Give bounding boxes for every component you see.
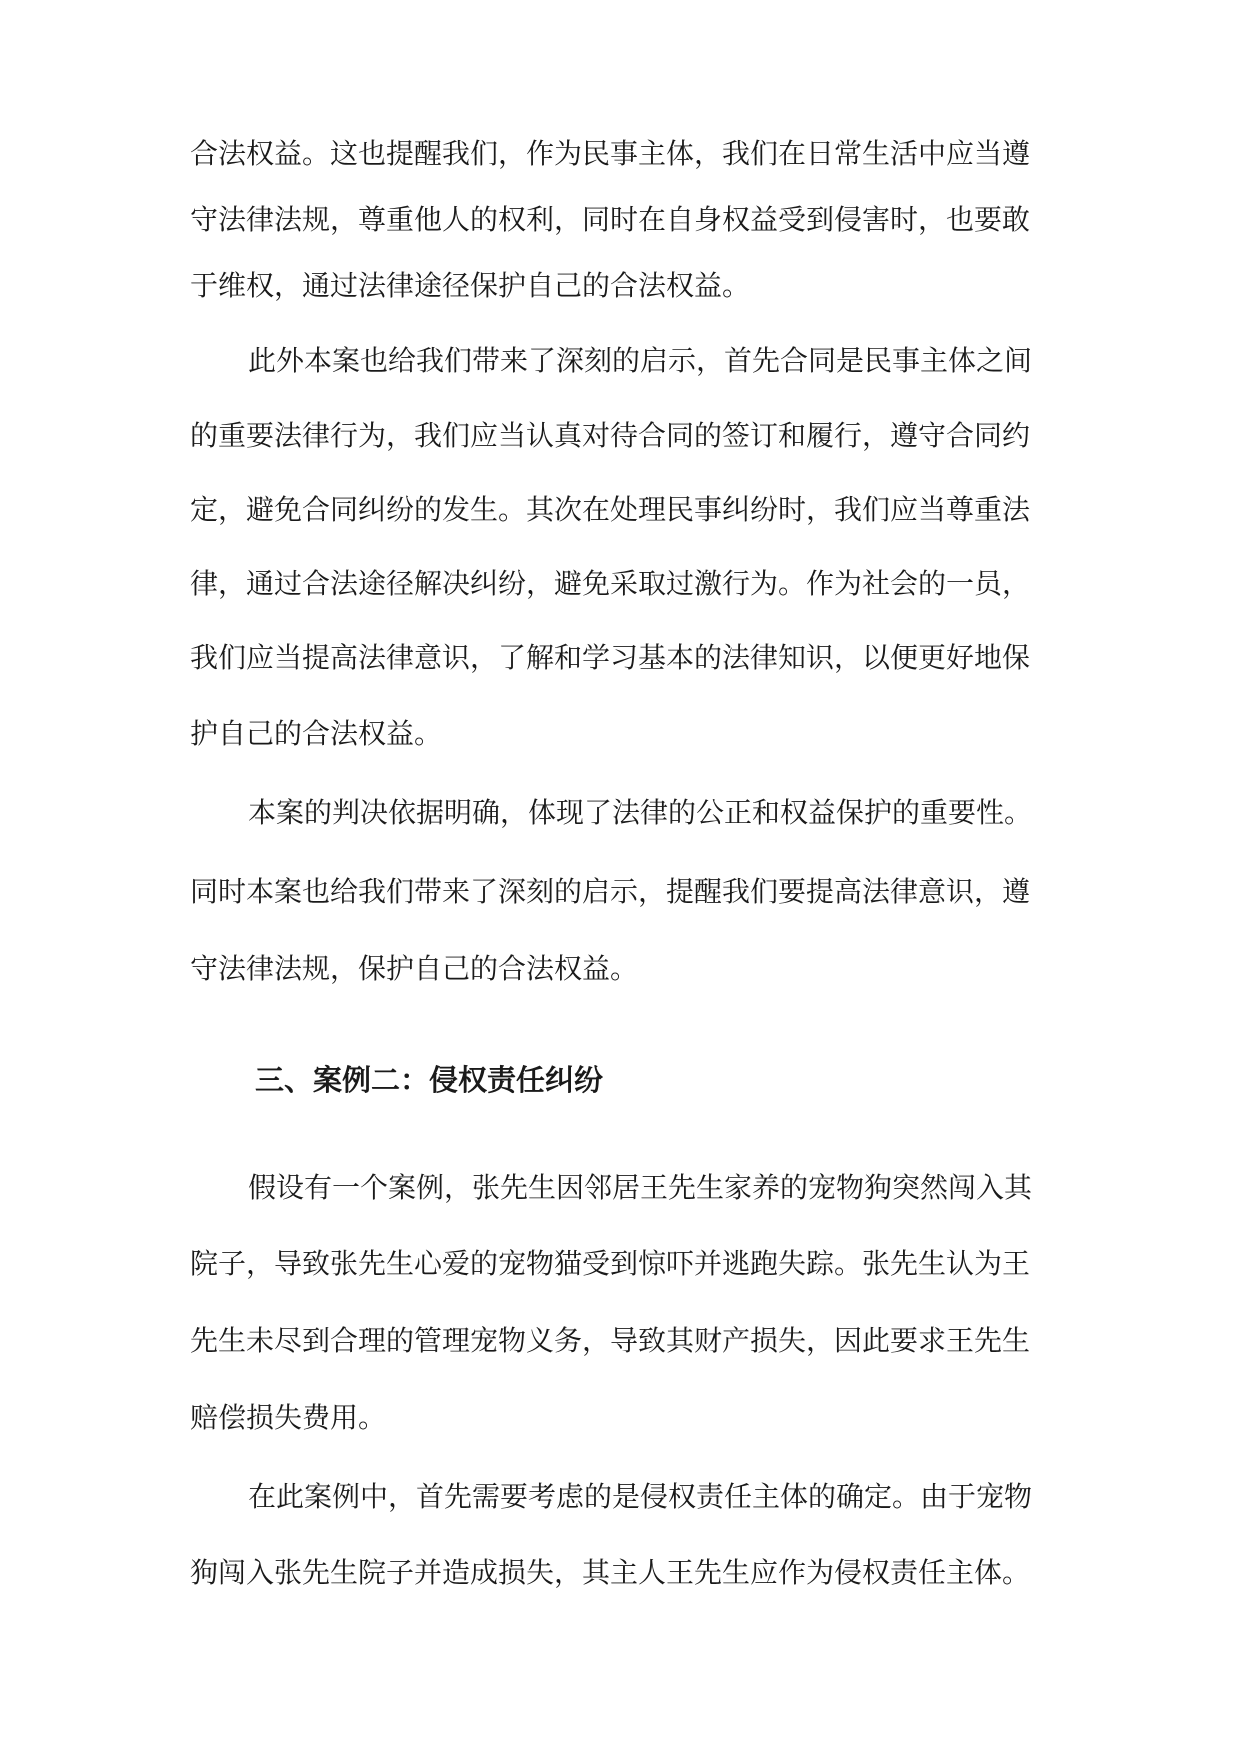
text-line: 院子，导致张先生心爱的宠物猫受到惊吓并逃跑失踪。张先生认为王 [190, 1247, 1031, 1280]
text-line: 护自己的合法权益。 [190, 717, 443, 750]
section-heading: 三、案例二：侵权责任纠纷 [255, 1063, 604, 1097]
paragraph-first-line: 此外本案也给我们带来了深刻的启示，首先合同是民事主体之间 [248, 344, 1033, 377]
paragraph-first-line: 本案的判决依据明确，体现了法律的公正和权益保护的重要性。 [248, 796, 1033, 829]
text-line: 狗闯入张先生院子并造成损失，其主人王先生应作为侵权责任主体。 [190, 1556, 1031, 1589]
text-line: 守法律法规，尊重他人的权利，同时在自身权益受到侵害时，也要敢 [190, 203, 1031, 236]
text-line: 于维权，通过法律途径保护自己的合法权益。 [190, 269, 751, 302]
text-line: 合法权益。这也提醒我们，作为民事主体，我们在日常生活中应当遵 [190, 137, 1031, 170]
text-line: 守法律法规，保护自己的合法权益。 [190, 952, 639, 985]
text-line: 律，通过合法途径解决纠纷，避免采取过激行为。作为社会的一员， [190, 567, 1031, 600]
text-line: 我们应当提高法律意识，了解和学习基本的法律知识，以便更好地保 [190, 641, 1031, 674]
paragraph-first-line: 在此案例中，首先需要考虑的是侵权责任主体的确定。由于宠物 [248, 1480, 1033, 1513]
paragraph-first-line: 假设有一个案例，张先生因邻居王先生家养的宠物狗突然闯入其 [248, 1171, 1033, 1204]
text-line: 定，避免合同纠纷的发生。其次在处理民事纠纷时，我们应当尊重法 [190, 493, 1031, 526]
text-line: 同时本案也给我们带来了深刻的启示，提醒我们要提高法律意识，遵 [190, 875, 1031, 908]
text-line: 先生未尽到合理的管理宠物义务，导致其财产损失，因此要求王先生 [190, 1324, 1031, 1357]
text-line: 的重要法律行为，我们应当认真对待合同的签订和履行，遵守合同约 [190, 419, 1031, 452]
text-line: 赔偿损失费用。 [190, 1401, 387, 1434]
